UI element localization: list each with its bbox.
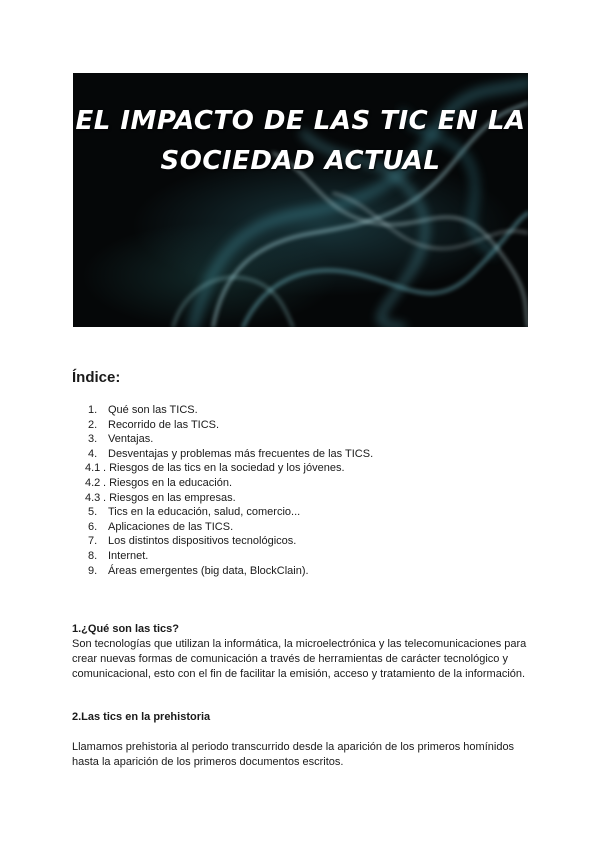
cover-banner: [73, 73, 528, 327]
list-item: 5. Tics en la educación, salud, comercio...: [88, 506, 301, 519]
list-item: 9. Áreas emergentes (big data, BlockClain).: [88, 564, 309, 577]
document-title-line-2: SOCIEDAD ACTUAL: [160, 146, 441, 176]
list-item: 4.3 . Riesgos en las empresas.: [85, 491, 236, 504]
document-title-line-1: EL IMPACTO DE LAS TIC EN LA: [75, 106, 526, 136]
list-item: 8. Internet.: [88, 549, 149, 562]
section-1-title: 1.¿Qué son las tics?: [72, 623, 179, 635]
list-item: 7. Los distintos dispositivos tecnológicos.: [88, 535, 297, 548]
list-item: 4.1 . Riesgos de las tics en la sociedad y los jóvenes.: [85, 462, 345, 475]
section-2-paragraph: Llamamos prehistoria al periodo transcurrido desde la aparición de los primeros homínidos hasta la aparición de los primeros documentos escritos.: [72, 741, 515, 768]
list-item: 2. Recorrido de las TICS.: [88, 418, 220, 431]
list-item: 6. Aplicaciones de las TICS.: [88, 520, 234, 533]
section-1-paragraph: Son tecnologías que utilizan la informática, la microelectrónica y las telecomunicaciones para crear nuevas formas de comunicación a través de herramientas de carácter tecnológico y comunicacional, esto con el fin de facilitar la emisión, acceso y tratamiento de la información.: [72, 638, 527, 680]
list-item: 3. Ventajas.: [88, 433, 154, 446]
document-title: [73, 101, 528, 181]
list-item: 4.2 . Riesgos en la educación.: [85, 476, 233, 489]
index-list: [85, 403, 374, 578]
list-item: 1. Qué son las TICS.: [88, 404, 198, 416]
list-item: 4. Desventajas y problemas más frecuentes de las TICS.: [88, 447, 374, 460]
section-2-title: 2.Las tics en la prehistoria: [72, 711, 211, 723]
index-heading: Índice:: [72, 369, 121, 386]
